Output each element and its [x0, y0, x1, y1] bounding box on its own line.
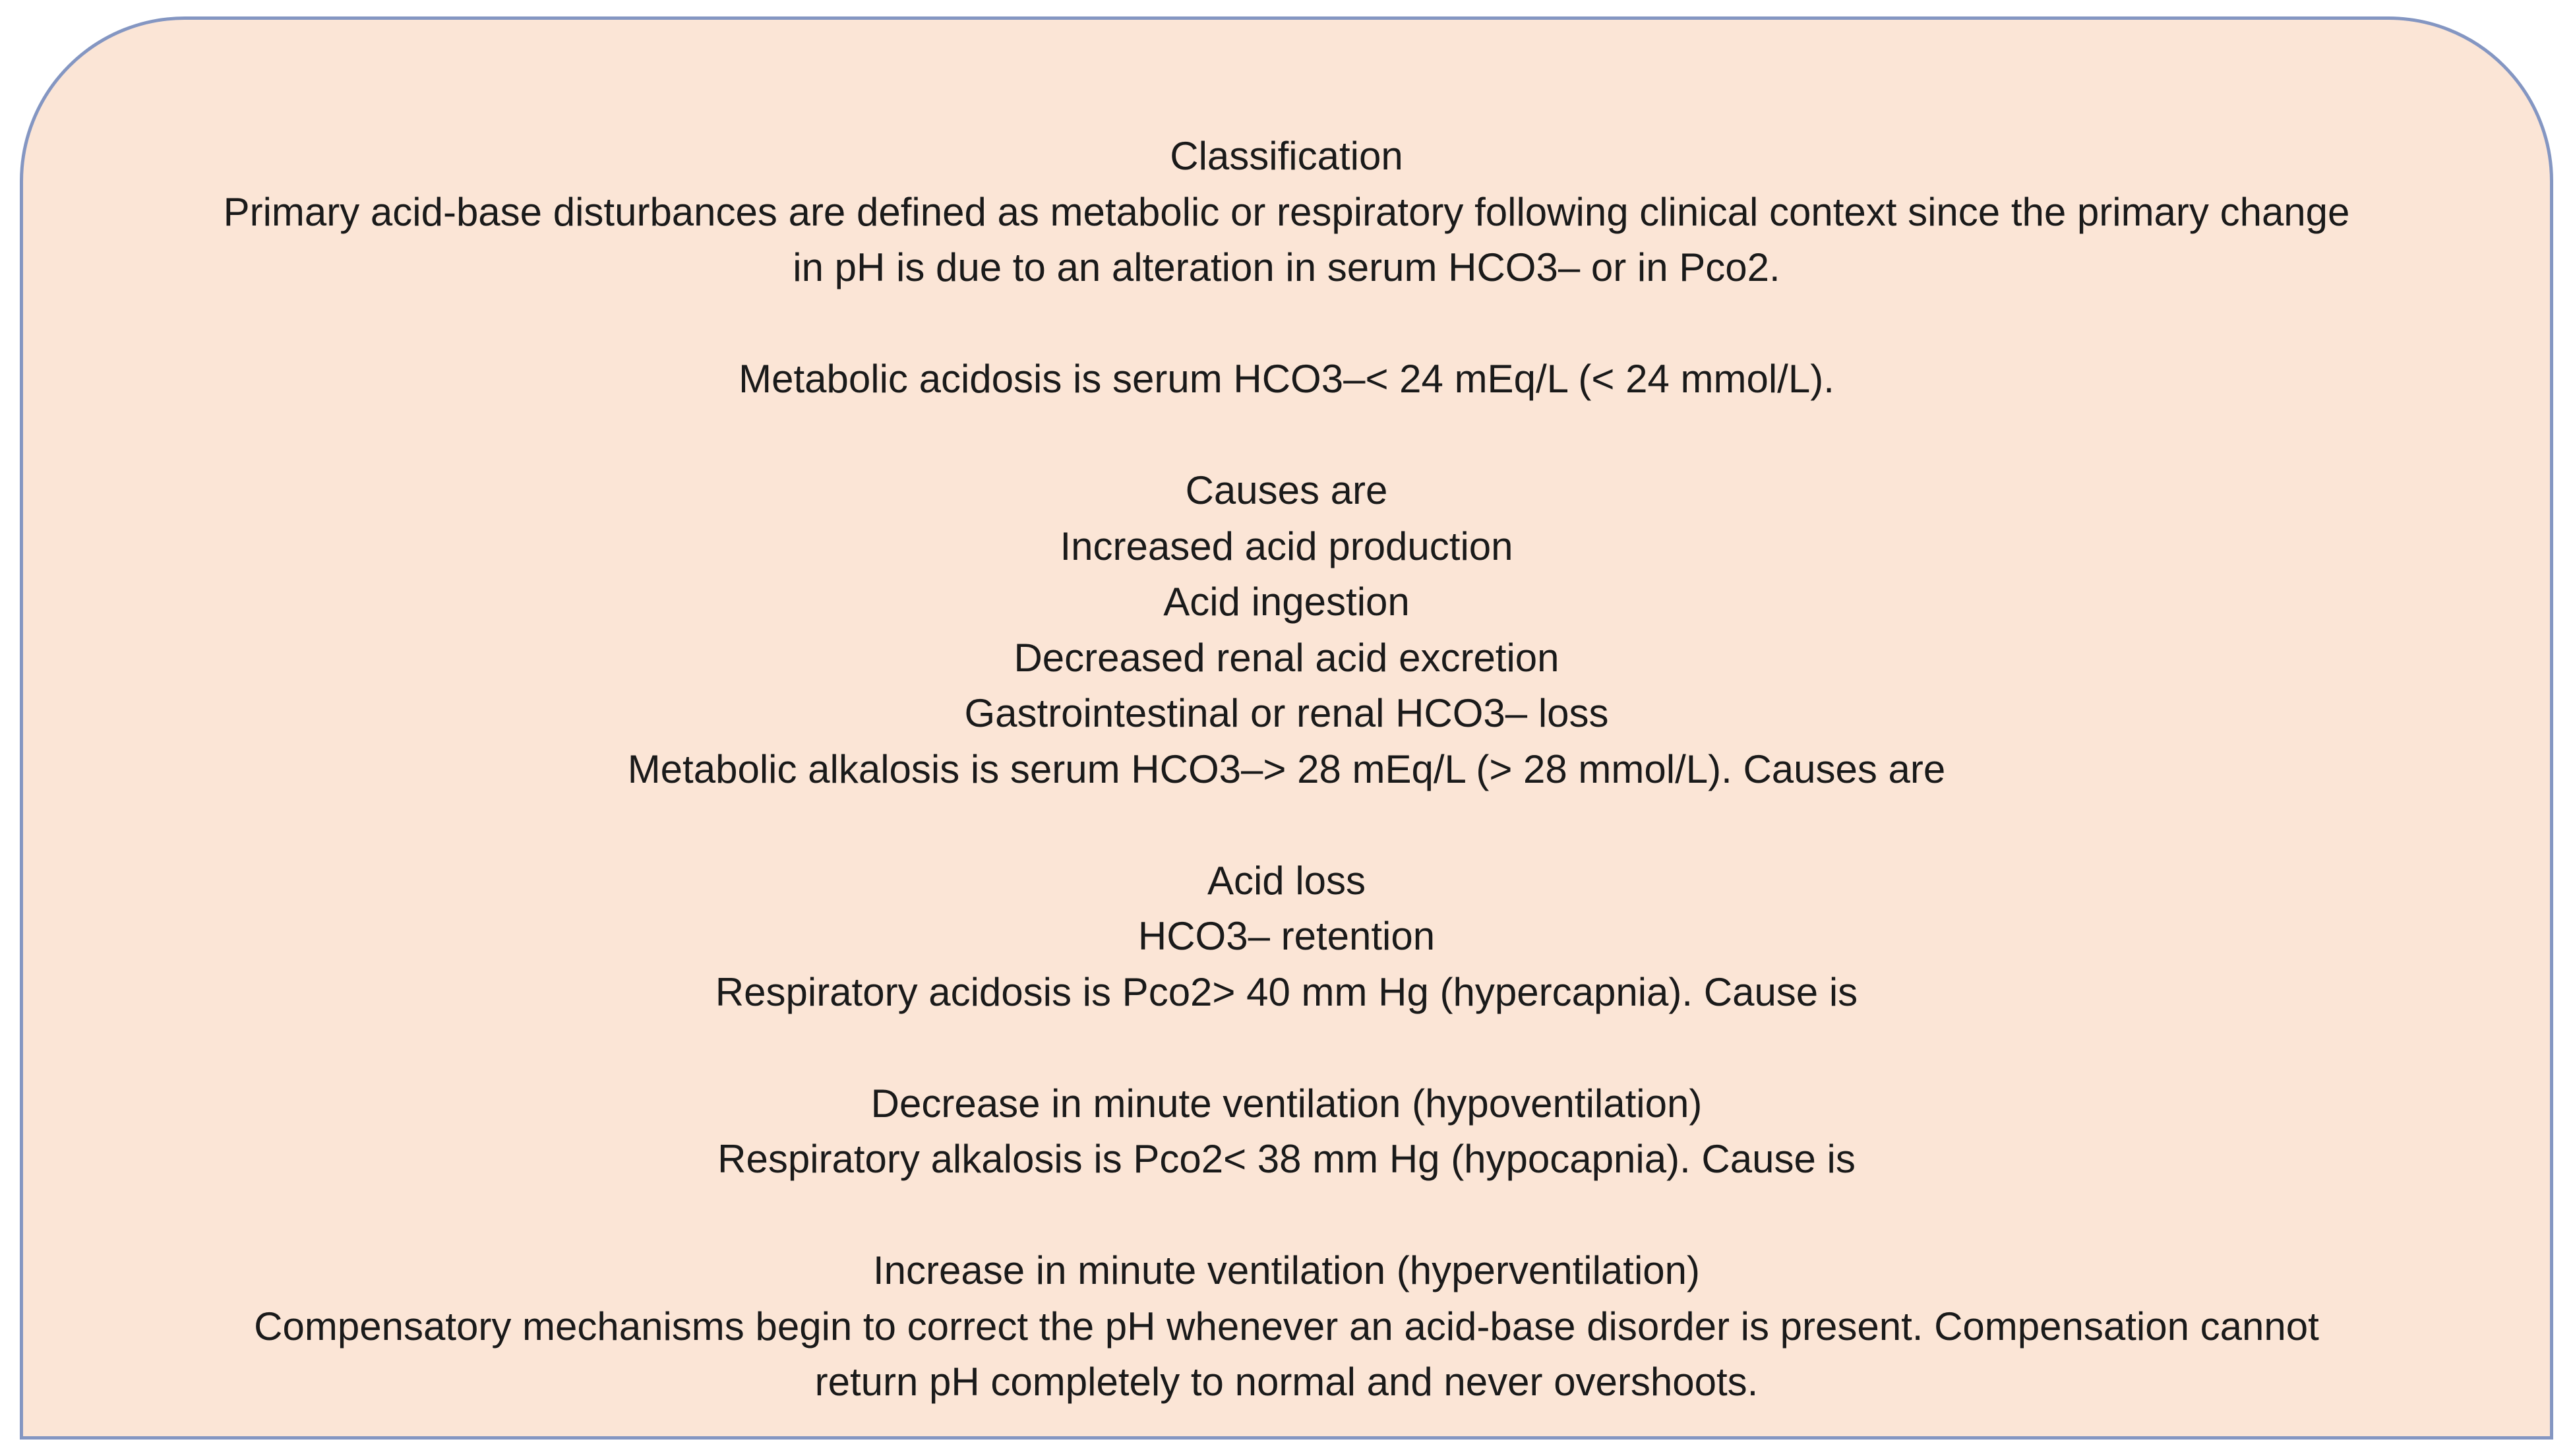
text-line: Metabolic alkalosis is serum HCO3–> 28 mEq/L (> 28 mmol/L). Causes are [627, 746, 1946, 791]
text-line: Gastrointestinal or renal HCO3– loss [964, 691, 1609, 735]
blank-line [23, 1020, 2550, 1076]
heading-classification: Classification [1170, 134, 1403, 178]
text-line: Decreased renal acid excretion [1014, 635, 1559, 680]
text-line: Decrease in minute ventilation (hypoventilation) [870, 1081, 1703, 1126]
text-line: Causes are [1185, 468, 1388, 512]
text-line: Acid ingestion [1163, 580, 1410, 624]
blank-line [23, 797, 2550, 853]
text-line: Respiratory alkalosis is Pco2< 38 mm Hg (hypocapnia). Cause is [717, 1137, 1856, 1181]
text-line: Acid loss [1207, 858, 1366, 903]
text-line: Compensatory mechanisms begin to correct the pH whenever an acid-base disorder is present. Compensation cannot [254, 1304, 2319, 1349]
text-line: return pH completely to normal and never overshoots. [814, 1360, 1759, 1404]
blank-line [23, 408, 2550, 464]
text-line: in pH is due to an alteration in serum HCO3– or in Pco2. [793, 245, 1780, 289]
text-line: Increase in minute ventilation (hyperventilation) [873, 1248, 1700, 1292]
text-line: Metabolic acidosis is serum HCO3–< 24 mEq/L (< 24 mmol/L). [739, 357, 1834, 401]
text-line: Respiratory acidosis is Pco2> 40 mm Hg (hypercapnia). Cause is [715, 969, 1858, 1014]
card-text [23, 129, 2550, 1410]
text-line: Primary acid-base disturbances are defined as metabolic or respiratory following clinical context since the primary change [223, 189, 2350, 234]
blank-line [23, 1188, 2550, 1244]
text-line: Increased acid production [1060, 524, 1513, 568]
blank-line [23, 296, 2550, 352]
info-card [20, 16, 2553, 1440]
text-line: HCO3– retention [1137, 914, 1436, 958]
